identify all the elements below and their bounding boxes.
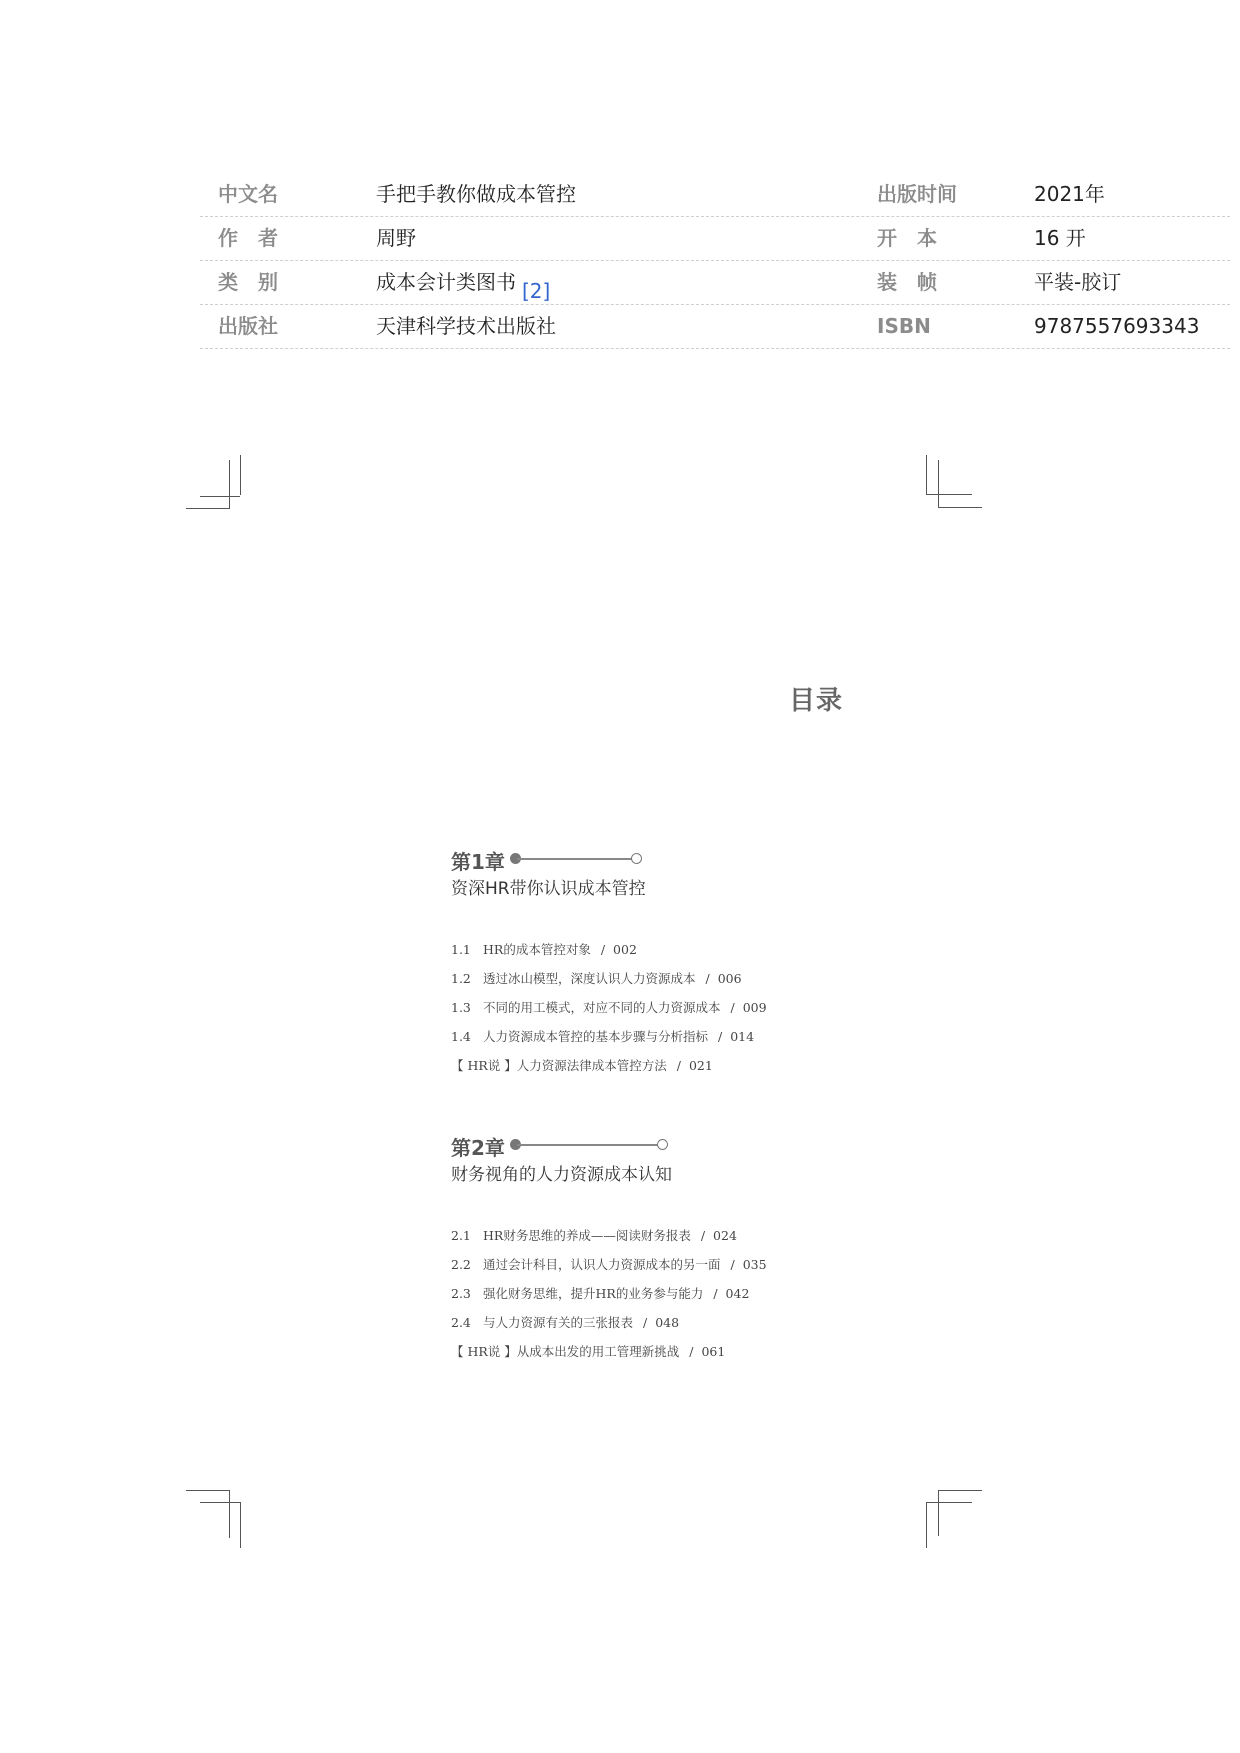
toc-item[interactable]: 1.3 不同的用工模式，对应不同的人力资源成本 / 009 — [451, 1000, 767, 1015]
reference-link[interactable]: [2] — [522, 279, 551, 303]
crop-mark — [926, 455, 927, 495]
info-value-text: 成本会计类图书 — [376, 270, 516, 294]
chapter-divider — [517, 858, 637, 860]
info-row — [200, 305, 1230, 349]
book-info-table — [200, 173, 1230, 349]
toc-item[interactable]: 1.1 HR的成本管控对象 / 002 — [451, 942, 637, 957]
info-row — [200, 217, 1230, 261]
toc-list — [451, 1221, 871, 1366]
chapter-divider — [517, 1144, 663, 1146]
info-label: 装 帧 — [877, 270, 937, 294]
chapter-number: 第1章 — [451, 850, 505, 874]
chapter-title: 财务视角的人力资源成本认知 — [451, 1165, 672, 1185]
info-label: 出版时间 — [877, 182, 957, 206]
info-value — [376, 270, 551, 303]
info-label: 中文名 — [218, 182, 278, 206]
crop-mark — [926, 1502, 972, 1503]
chapter-number: 第2章 — [451, 1136, 505, 1160]
toc-item[interactable]: 2.3 强化财务思维，提升HR的业务参与能力 / 042 — [451, 1286, 750, 1301]
toc-item[interactable]: 【 HR说 】从成本出发的用工管理新挑战 / 061 — [451, 1344, 726, 1359]
info-label: 出版社 — [218, 314, 278, 338]
toc-item[interactable]: 1.4 人力资源成本管控的基本步骤与分析指标 / 014 — [451, 1029, 755, 1044]
info-label: 作 者 — [218, 226, 278, 250]
chapter-2 — [451, 1132, 871, 1366]
crop-mark — [240, 1502, 241, 1548]
info-value: 2021年 — [1034, 182, 1105, 206]
toc-item[interactable]: 1.2 透过冰山模型，深度认识人力资源成本 / 006 — [451, 971, 742, 986]
toc-item[interactable]: 2.1 HR财务思维的养成——阅读财务报表 / 024 — [451, 1228, 737, 1243]
chapter-heading — [451, 1132, 871, 1158]
crop-mark — [200, 1502, 240, 1503]
toc-list — [451, 935, 871, 1080]
info-value: 手把手教你做成本管控 — [376, 182, 576, 206]
info-row — [200, 173, 1230, 217]
info-row — [200, 261, 1230, 305]
crop-mark — [926, 1502, 927, 1548]
crop-mark — [938, 507, 982, 508]
chapter-ring-icon — [657, 1139, 668, 1150]
crop-mark — [938, 1490, 982, 1491]
info-value: 16 开 — [1034, 226, 1086, 250]
crop-mark — [200, 496, 240, 497]
chapter-heading — [451, 846, 871, 872]
toc-title: 目录 — [789, 686, 844, 716]
toc-item[interactable]: 2.4 与人力资源有关的三张报表 / 048 — [451, 1315, 680, 1330]
info-value: 9787557693343 — [1034, 314, 1200, 338]
chapter-title: 资深HR带你认识成本管控 — [451, 879, 646, 899]
info-value: 天津科学技术出版社 — [376, 314, 556, 338]
info-label: 类 别 — [218, 270, 278, 294]
toc-item[interactable]: 【 HR说 】人力资源法律成本管控方法 / 021 — [451, 1058, 713, 1073]
crop-mark — [938, 460, 939, 508]
crop-mark — [229, 1490, 230, 1538]
crop-mark — [229, 460, 230, 508]
chapter-1 — [451, 846, 871, 1080]
info-label: 开 本 — [877, 226, 937, 250]
crop-mark — [186, 1490, 230, 1491]
crop-mark — [938, 1490, 939, 1536]
info-value: 周野 — [376, 226, 416, 250]
crop-mark — [926, 494, 972, 495]
chapter-ring-icon — [631, 853, 642, 864]
crop-mark — [240, 455, 241, 495]
crop-mark — [186, 508, 230, 509]
toc-item[interactable]: 2.2 通过会计科目，认识人力资源成本的另一面 / 035 — [451, 1257, 767, 1272]
info-value: 平装-胶订 — [1034, 270, 1122, 294]
info-label: ISBN — [877, 314, 931, 338]
